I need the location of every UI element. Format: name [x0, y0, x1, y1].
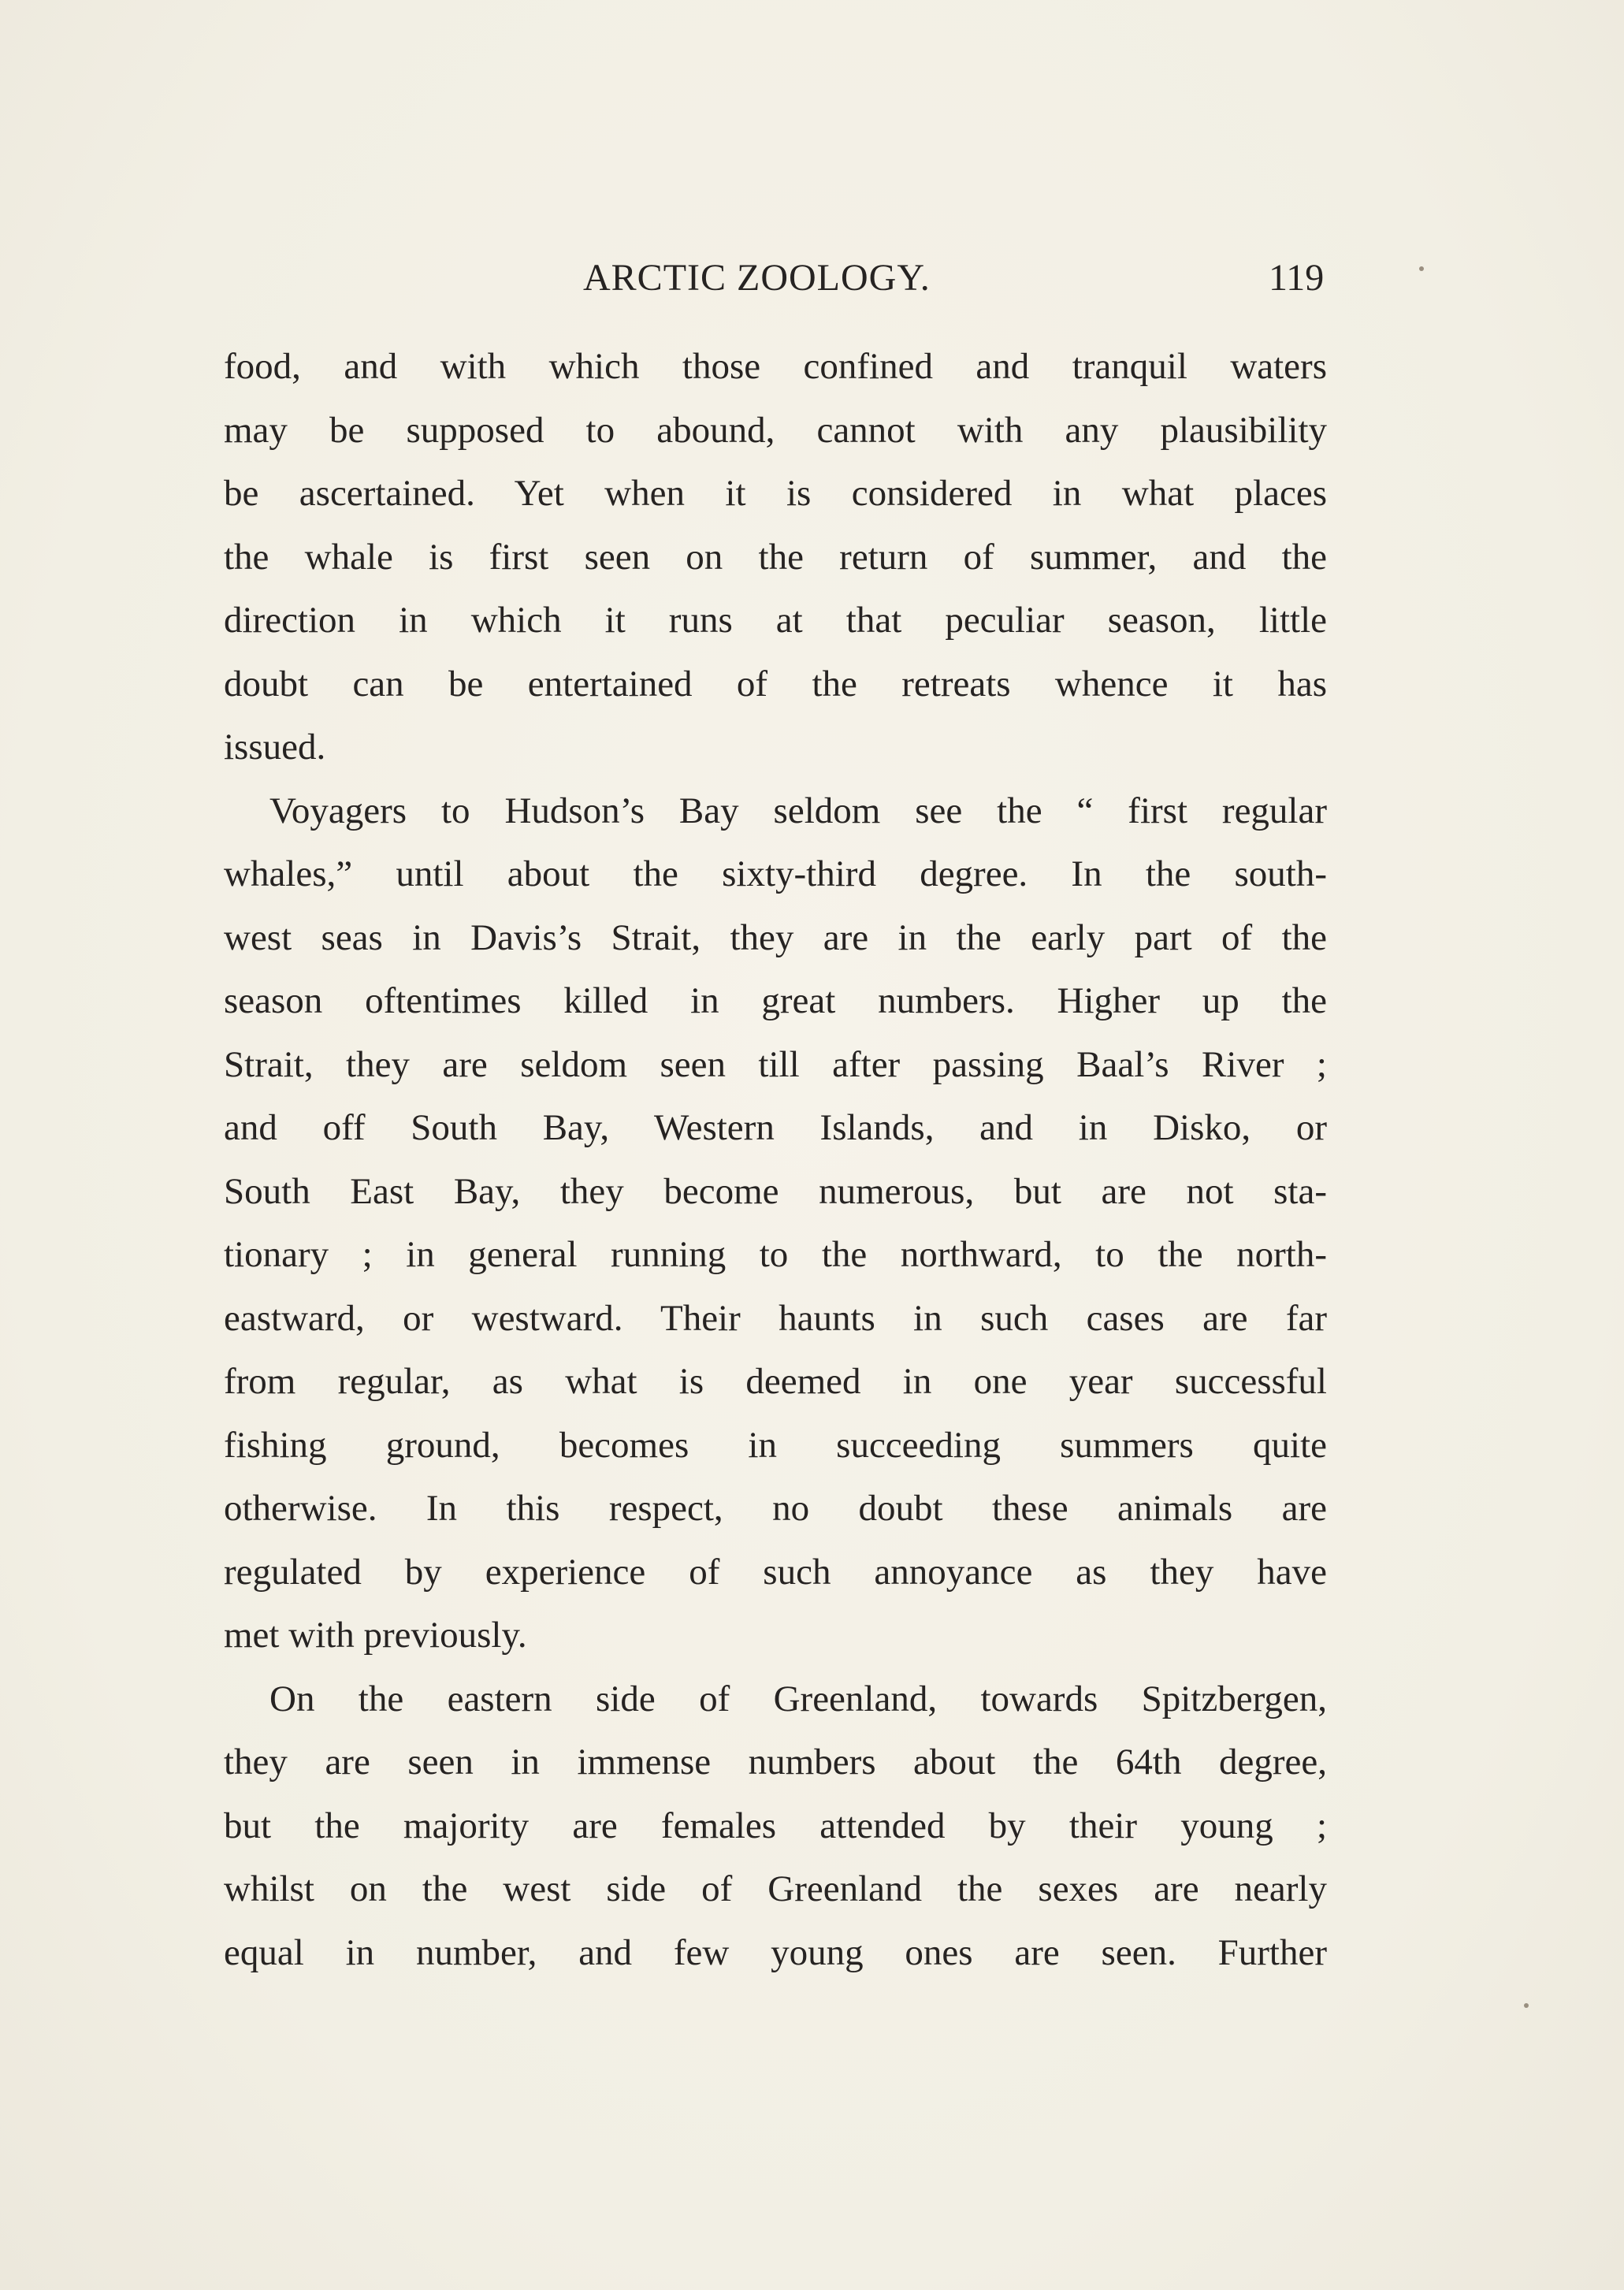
- text-line: eastward, or westward. Their haunts in such cases are far: [224, 1297, 1327, 1339]
- page-number: 119: [1269, 257, 1325, 299]
- text-line: tionary ; in general running to the northward, to the north-: [224, 1234, 1327, 1275]
- text-line: issued.: [224, 727, 326, 768]
- text-line: met with previously.: [224, 1615, 527, 1656]
- body-text: [224, 335, 1327, 1984]
- text-line: direction in which it runs at that peculiar season, little: [224, 600, 1327, 641]
- running-head-title: ARCTIC ZOOLOGY.: [583, 257, 931, 299]
- text-line: whales,” until about the sixty-third degree. In the south-: [224, 853, 1327, 894]
- text-line: equal in number, and few young ones are seen. Further: [224, 1931, 1327, 1973]
- text-line: and off South Bay, Western Islands, and in Disko, or: [224, 1107, 1327, 1148]
- paper-speck: [1419, 266, 1424, 271]
- text-line: doubt can be entertained of the retreats whence it has: [224, 663, 1327, 704]
- text-line: otherwise. In this respect, no doubt these animals are: [224, 1488, 1327, 1529]
- paper-speck: [1524, 2003, 1529, 2008]
- text-line: Strait, they are seldom seen till after passing Baal’s River ;: [224, 1043, 1327, 1085]
- text-line: west seas in Davis’s Strait, they are in the early part of the: [224, 916, 1327, 958]
- text-line: On the eastern side of Greenland, towards Spitzbergen,: [269, 1678, 1327, 1719]
- text-line: season oftentimes killed in great numbers. Higher up the: [224, 980, 1327, 1021]
- text-line: South East Bay, they become numerous, but are not sta-: [224, 1170, 1327, 1212]
- text-line: regulated by experience of such annoyance as they have: [224, 1551, 1327, 1593]
- text-line: from regular, as what is deemed in one year successful: [224, 1361, 1327, 1402]
- text-line: whilst on the west side of Greenland the sexes are nearly: [224, 1868, 1327, 1909]
- text-line: the whale is first seen on the return of summer, and the: [224, 536, 1327, 578]
- text-line: may be supposed to abound, cannot with any plausibility: [224, 409, 1327, 451]
- text-line: fishing ground, becomes in succeeding summers quite: [224, 1424, 1327, 1466]
- text-line: but the majority are females attended by their young ;: [224, 1805, 1327, 1846]
- text-line: they are seen in immense numbers about the 64th degree,: [224, 1742, 1327, 1783]
- text-line: food, and with which those confined and tranquil waters: [224, 346, 1327, 387]
- text-line: be ascertained. Yet when it is considered in what places: [224, 473, 1327, 514]
- text-line: Voyagers to Hudson’s Bay seldom see the “ first regular: [269, 790, 1327, 831]
